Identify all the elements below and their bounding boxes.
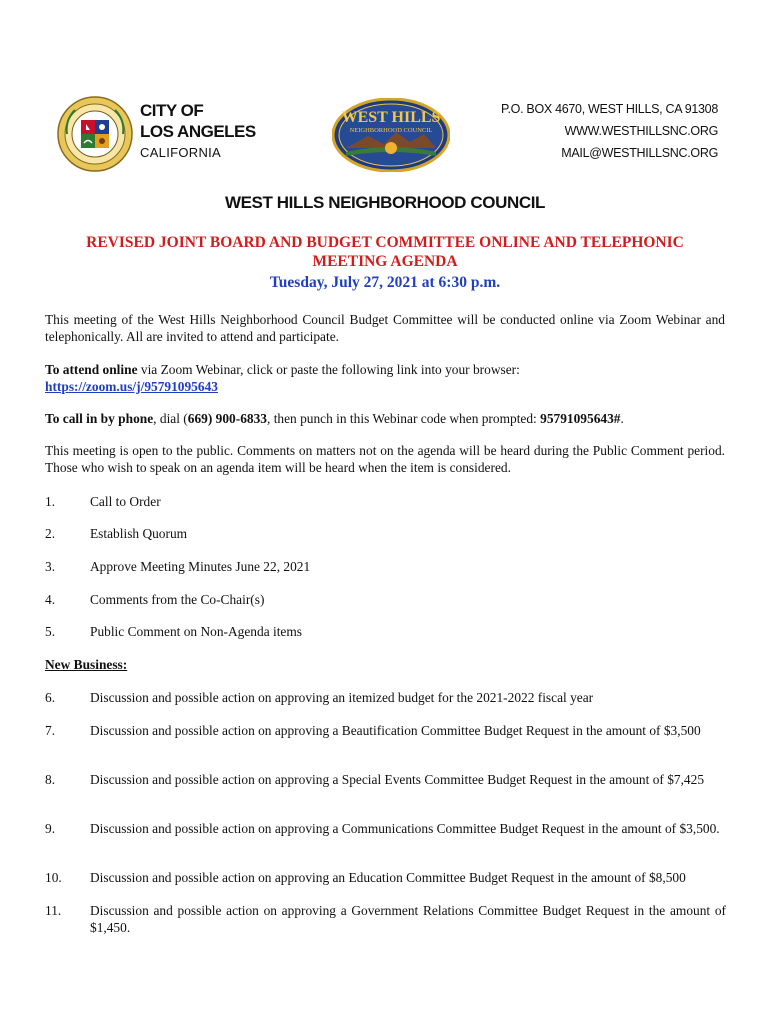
city-line-3: CALIFORNIA [140, 145, 222, 160]
item-text: Public Comment on Non-Agenda items [90, 624, 302, 639]
phone-lead: To call in by phone [45, 411, 154, 426]
item-text: Discussion and possible action on approving an itemized budget for the 2021-2022 fiscal year [90, 690, 594, 705]
city-seal-icon [57, 96, 133, 172]
phone-paragraph [45, 410, 725, 427]
item-text: Discussion and possible action on approving a Communications Committee Budget Request in the amount of $3,500. [90, 821, 720, 836]
online-paragraph [45, 361, 725, 395]
address-text: P.O. BOX 4670, WEST HILLS, CA 91308 [501, 102, 718, 116]
public-note-paragraph: This meeting is open to the public. Comments on matters not on the agenda will be heard during the Public Comment period. Those who wish to speak on an agenda item will be heard when the item is considered. [45, 443, 725, 475]
west-hills-nc-logo-icon [332, 98, 450, 172]
email-text: MAIL@WESTHILLSNC.ORG [561, 146, 718, 160]
zoom-link[interactable]: https://zoom.us/j/95791095643 [45, 379, 218, 394]
council-title: WEST HILLS NEIGHBORHOOD COUNCIL [224, 193, 546, 212]
agenda-title-line-1: REVISED JOINT BOARD AND BUDGET COMMITTEE ONLINE AND TELEPHONIC [86, 234, 684, 251]
item-number: 11. [45, 903, 62, 918]
item-text: Comments from the Co-Chair(s) [90, 592, 265, 607]
logo-text-top: WEST HILLS [341, 109, 441, 126]
item-number: 7. [45, 723, 56, 738]
online-lead: To attend online [45, 362, 138, 377]
agenda-title [40, 234, 730, 271]
phone-end: . [620, 411, 624, 426]
item-number: 8. [45, 772, 56, 787]
website-text: WWW.WESTHILLSNC.ORG [564, 124, 718, 138]
item-text: Discussion and possible action on approving a Special Events Committee Budget Request in the amount of $7,425 [90, 772, 705, 787]
item-text: Discussion and possible action on approving a Beautification Committee Budget Request in the amount of $3,500 [90, 723, 701, 738]
agenda-title-line-2: MEETING AGENDA [312, 252, 458, 270]
item-text: Discussion and possible action on approving an Education Committee Budget Request in the amount of $8,500 [90, 870, 686, 885]
phone-part-2: , then punch in this Webinar code when prompted: [267, 411, 541, 426]
item-number: 4. [45, 592, 56, 607]
item-number: 1. [45, 494, 56, 509]
intro-paragraph: This meeting of the West Hills Neighborhood Council Budget Committee will be conducted online via Zoom Webinar and telephonically. All are invited to attend and participate. [45, 312, 725, 344]
contact-block [501, 98, 718, 164]
city-line-2: LOS ANGELES [140, 122, 256, 141]
logo-text-bottom: NEIGHBORHOOD COUNCIL [349, 127, 433, 134]
phone-part-1: , dial ( [153, 411, 188, 426]
item-number: 10. [45, 870, 62, 885]
item-text: Approve Meeting Minutes June 22, 2021 [90, 559, 311, 574]
item-number: 2. [45, 526, 56, 541]
item-text: Establish Quorum [90, 526, 188, 541]
agenda-date: Tuesday, July 27, 2021 at 6:30 p.m. [269, 274, 501, 291]
city-name-block [140, 100, 256, 164]
item-text: Discussion and possible action on approving a Government Relations Committee Budget Request in the amount of $1,450. [90, 903, 726, 935]
item-number: 9. [45, 821, 56, 836]
item-number: 5. [45, 624, 56, 639]
webinar-code: 95791095643# [540, 411, 621, 426]
online-rest: via Zoom Webinar, click or paste the following link into your browser: [137, 362, 520, 377]
item-text: Call to Order [90, 494, 161, 509]
phone-number: 669) 900-6833 [187, 411, 267, 426]
item-number: 3. [45, 559, 56, 574]
item-number: 6. [45, 690, 56, 705]
new-business-heading: New Business: [45, 657, 128, 672]
city-line-1: CITY OF [140, 101, 204, 120]
